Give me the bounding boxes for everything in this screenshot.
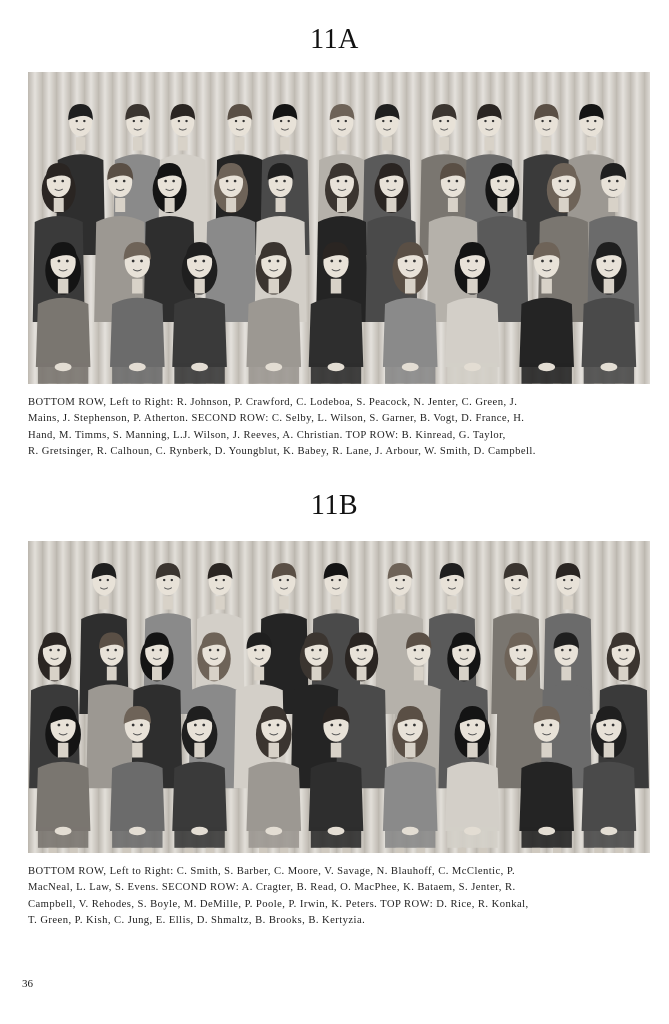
class-photo-11b	[28, 541, 650, 853]
caption-line: BOTTOM ROW, Left to Right: R. Johnson, P. Crawford, C. Lodeboa, S. Peacock, N. Jenter, C. Green, J.	[28, 397, 518, 408]
caption-line: Campbell, V. Rehodes, S. Boyle, M. DeMille, P. Poole, P. Irwin, K. Peters. TOP ROW: D. Rice, R. Konkal,	[28, 898, 529, 910]
caption-line: T. Green, P. Kish, C. Jung, E. Ellis, D. Shmaltz, B. Brooks, B. Kertyzia.	[28, 915, 366, 927]
caption-line: BOTTOM ROW, Left to Right: C. Smith, S. Barber, C. Moore, V. Savage, N. Blauhoff, C. McClentic, P.	[28, 866, 516, 877]
section-title-11a: 11A	[310, 24, 359, 55]
class-photo-11b-image	[28, 541, 650, 853]
class-photo-11a	[28, 72, 650, 384]
caption-11b	[28, 864, 658, 930]
caption-11a	[28, 395, 658, 461]
class-photo-11a-image	[28, 72, 650, 384]
section-title-11b: 11B	[310, 490, 359, 521]
page-number: 36	[22, 978, 33, 990]
caption-line: Mains, J. Stephenson, P. Atherton. SECOND ROW: C. Selby, L. Wilson, S. Garner, B. Vogt, D. France, H.	[28, 413, 525, 425]
caption-line: R. Gretsinger, R. Calhoun, C. Rynberk, D. Youngblut, K. Babey, R. Lane, J. Arbour, W. Smith, D. Campbell.	[28, 446, 536, 458]
caption-line: Hand, M. Timms, S. Manning, L.J. Wilson, J. Reeves, A. Christian. TOP ROW: B. Kinread, G. Taylor,	[28, 429, 506, 441]
caption-line: MacNeal, L. Law, S. Evens. SECOND ROW: A. Cragter, B. Read, O. MacPhee, K. Bataem, S. Jenter, R.	[28, 882, 516, 894]
